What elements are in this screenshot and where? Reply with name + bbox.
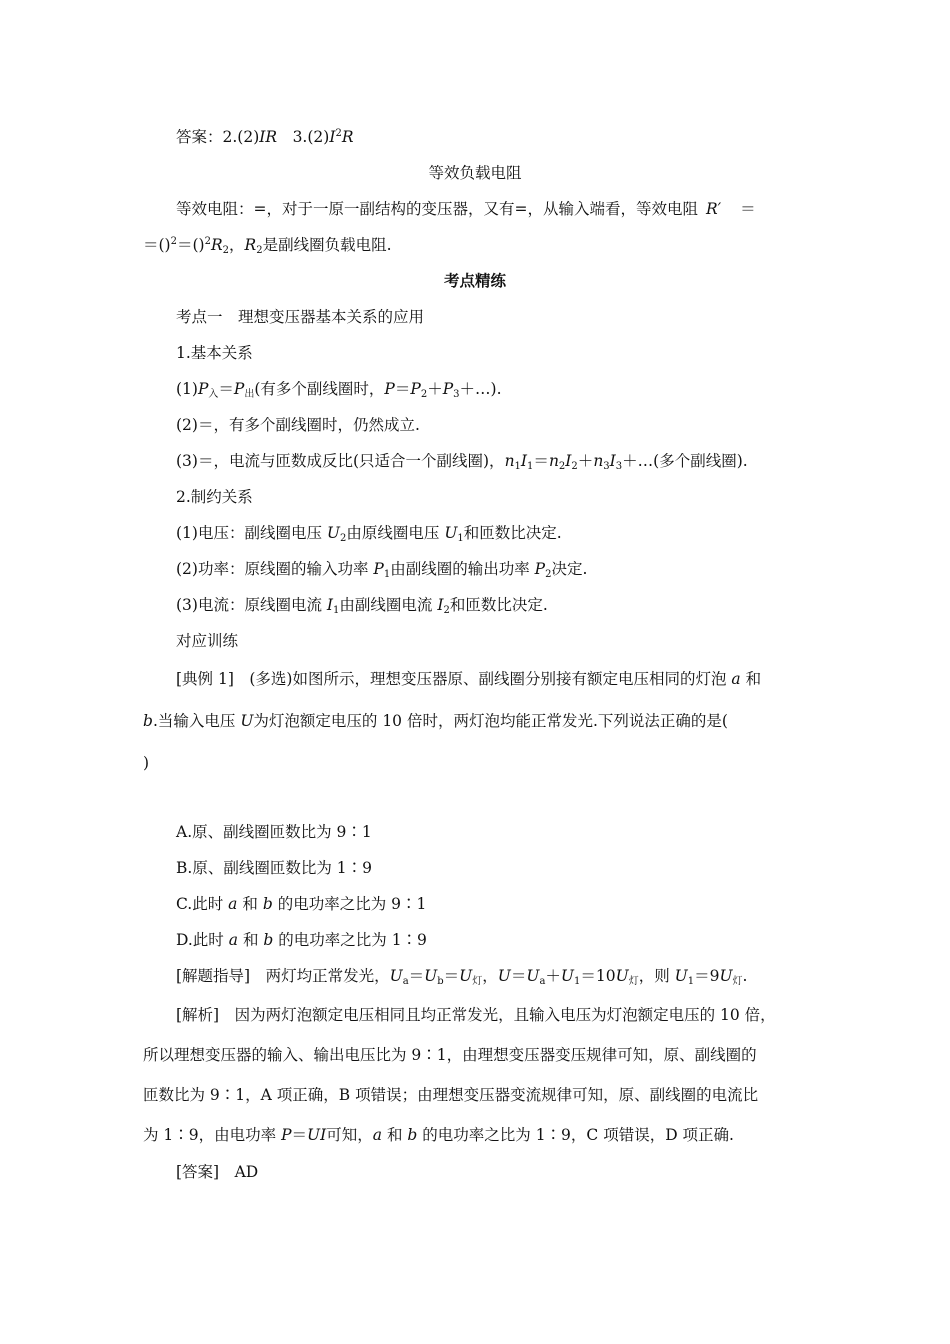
equiv-eq: ＝ (735, 200, 756, 218)
t: ＋ (577, 452, 594, 470)
t: ＝ (408, 967, 425, 985)
sub: b (437, 976, 444, 987)
t: C.此时 (176, 895, 224, 913)
t: 和 (242, 931, 259, 949)
restrict-item-1 (176, 523, 562, 543)
example-line-3: ) (143, 754, 150, 772)
sub: 1 (574, 976, 581, 987)
var: n (504, 452, 515, 470)
answer-line (176, 127, 353, 147)
t: ＋…(多个副线圈). (622, 452, 748, 470)
option-d (176, 930, 427, 950)
sub: 2 (222, 245, 230, 256)
t: 和 (242, 895, 258, 913)
var: U (526, 967, 540, 985)
var: U (560, 967, 574, 985)
answer-mid: 3.(2) (292, 128, 330, 146)
equiv-text1: 等效电阻：=，对于一原一副结构的变压器，又有=，从输入端看，等效电阻 (176, 200, 698, 218)
basic-item-1 (176, 379, 502, 399)
t: 和匝数比决定. (449, 596, 548, 614)
var: UI (307, 1126, 327, 1144)
t: [典例 1] (多选)如图所示，理想变压器原、副线圈分别接有额定电压相同的灯泡 (176, 670, 727, 688)
sub: 2 (256, 245, 263, 256)
t: 由副线圈电流 (339, 596, 433, 614)
sub: 1 (457, 533, 464, 544)
var: U (459, 967, 473, 985)
sub: 灯 (628, 976, 639, 987)
var: P (197, 380, 209, 398)
t: 由副线圈的输出功率 (390, 560, 530, 578)
var: n (548, 452, 559, 470)
var: P (373, 560, 384, 578)
analysis-line-1: [解析] 因为两灯泡额定电压相同且均正常发光，且输入电压为灯泡额定电压的 10 倍， (176, 1006, 776, 1024)
sub: a (402, 976, 409, 987)
t: ＝ (218, 380, 234, 398)
var: a (372, 1126, 382, 1144)
var: U (326, 524, 340, 542)
var: U (424, 967, 438, 985)
answer-lead: 答案：2.(2) (176, 128, 260, 146)
var: P (442, 380, 454, 398)
var: I (520, 452, 528, 470)
sub: 灯 (732, 976, 743, 987)
t: (3)电流：原线圈电流 (176, 596, 322, 614)
t: (3)＝，电流与匝数成反比(只适合一个副线圈)， (176, 452, 505, 470)
sub: 3 (453, 389, 460, 400)
sub: 1 (687, 976, 695, 987)
example-line-2 (143, 711, 728, 731)
var: U (444, 524, 458, 542)
exp-2: 2 (335, 128, 342, 139)
equiv-text2d: 是副线圈负载电阻. (262, 236, 392, 254)
equiv-line2 (143, 235, 392, 255)
exp: 2 (204, 236, 211, 247)
var: a (228, 931, 238, 949)
analysis-line-3: 匝数比为 9∶1，A 项正确，B 项错误；由理想变压器变流规律可知，原、副线圈的电流比 (143, 1086, 759, 1104)
t: ＝ (291, 1126, 308, 1144)
option-c (176, 894, 426, 914)
var: P (410, 380, 421, 398)
sub: 3 (603, 461, 610, 472)
var: b (407, 1126, 418, 1144)
var-r-prime: R′ (705, 200, 722, 218)
t: .当输入电压 (152, 712, 236, 730)
var: U (497, 967, 511, 985)
t: 可知， (326, 1126, 373, 1144)
var: I (437, 596, 444, 614)
t: ＋…). (459, 380, 502, 398)
t: 和 (745, 670, 762, 688)
equiv-title: 等效负载电阻 (428, 164, 522, 182)
var: U (389, 967, 403, 985)
basic-item-2: (2)＝，有多个副线圈时，仍然成立. (176, 416, 420, 434)
sub: 2 (571, 461, 578, 472)
section-title: 考点精练 (443, 271, 506, 290)
var: I (609, 452, 616, 470)
var: b (262, 895, 273, 913)
t: ＝9 (694, 967, 720, 985)
equiv-text2a: ＝() (143, 236, 171, 254)
restrict-item-2 (176, 559, 587, 579)
t: 为灯泡额定电压的 10 倍时，两灯泡均能正常发光.下列说法正确的是( (253, 712, 728, 730)
t: D.此时 (176, 931, 224, 949)
sub: 2 (420, 389, 428, 400)
example-line-1 (176, 669, 761, 689)
var: P (233, 380, 245, 398)
var: I (326, 596, 334, 614)
basic-title: 1.基本关系 (176, 344, 253, 362)
sub: 灯 (472, 976, 483, 987)
var-r: R (341, 128, 354, 146)
sub: 1 (527, 461, 534, 472)
t: ＋ (427, 380, 443, 398)
t: ， (482, 967, 498, 985)
t: . (742, 967, 748, 985)
restrict-item-3 (176, 595, 548, 615)
sub: 1 (514, 461, 521, 472)
sub: 2 (545, 569, 552, 580)
var: P (281, 1126, 292, 1144)
sub: a (539, 976, 546, 987)
t: 由原线圈电压 (346, 524, 440, 542)
analysis-line-2: 所以理想变压器的输入、输出电压比为 9∶1，由理想变压器变压规律可知，原、副线圈的 (143, 1046, 757, 1064)
t: 决定. (551, 560, 588, 578)
var-r: R (244, 236, 257, 254)
guide-line (176, 966, 747, 986)
t: 为 1∶9，由电功率 (143, 1126, 277, 1144)
analysis-line-4 (143, 1125, 734, 1145)
restrict-title: 2.制约关系 (176, 488, 253, 506)
t: (有多个副线圈时， (254, 380, 385, 398)
t: 的电功率之比为 1∶9，C 项错误，D 项正确. (422, 1126, 734, 1144)
t: (1) (176, 380, 198, 398)
var: n (593, 452, 604, 470)
var: U (719, 967, 733, 985)
t: [解题指导] 两灯均正常发光， (176, 967, 390, 985)
var: U (674, 967, 688, 985)
t: ＝ (394, 380, 411, 398)
answer-final: [答案] AD (176, 1163, 259, 1181)
t: ＝ (443, 967, 460, 985)
equiv-line1 (176, 199, 756, 219)
t: ，则 (638, 967, 670, 985)
topic-heading: 考点一 理想变压器基本关系的应用 (176, 308, 425, 326)
sub: 出 (244, 389, 255, 400)
t: ＝ (533, 452, 549, 470)
var-r: R (210, 236, 223, 254)
sub: 1 (383, 569, 391, 580)
basic-item-3 (176, 451, 748, 471)
sub: 1 (333, 605, 340, 616)
var: b (143, 712, 153, 730)
var: P (384, 380, 395, 398)
option-b: B.原、副线圈匝数比为 1∶9 (176, 859, 372, 877)
option-a: A.原、副线圈匝数比为 9∶1 (176, 823, 372, 841)
t: 和 (386, 1126, 403, 1144)
sub: 3 (615, 461, 623, 472)
equiv-text2b: ＝() (176, 236, 205, 254)
t: 的电功率之比为 9∶1 (277, 895, 427, 913)
sub: 入 (208, 389, 219, 400)
var: P (534, 560, 546, 578)
var: b (263, 931, 274, 949)
t: (1)电压：副线圈电压 (176, 524, 322, 542)
training-heading: 对应训练 (176, 632, 239, 650)
t: 的电功率之比为 1∶9 (278, 931, 427, 949)
t: (2)功率：原线圈的输入功率 (176, 560, 369, 578)
sub: 2 (339, 533, 347, 544)
var-i: I (329, 128, 336, 146)
var: a (228, 895, 238, 913)
sub: 2 (558, 461, 566, 472)
var: a (731, 670, 741, 688)
exp: 2 (170, 236, 177, 247)
comma: ， (229, 236, 245, 254)
sub: 2 (443, 605, 450, 616)
var: I (565, 452, 572, 470)
var: U (615, 967, 629, 985)
t: ＋ (545, 967, 561, 985)
var-ir: IR (259, 128, 278, 146)
t: ＝10 (580, 967, 616, 985)
var: U (240, 712, 254, 730)
t: ＝ (510, 967, 527, 985)
t: 和匝数比决定. (463, 524, 562, 542)
